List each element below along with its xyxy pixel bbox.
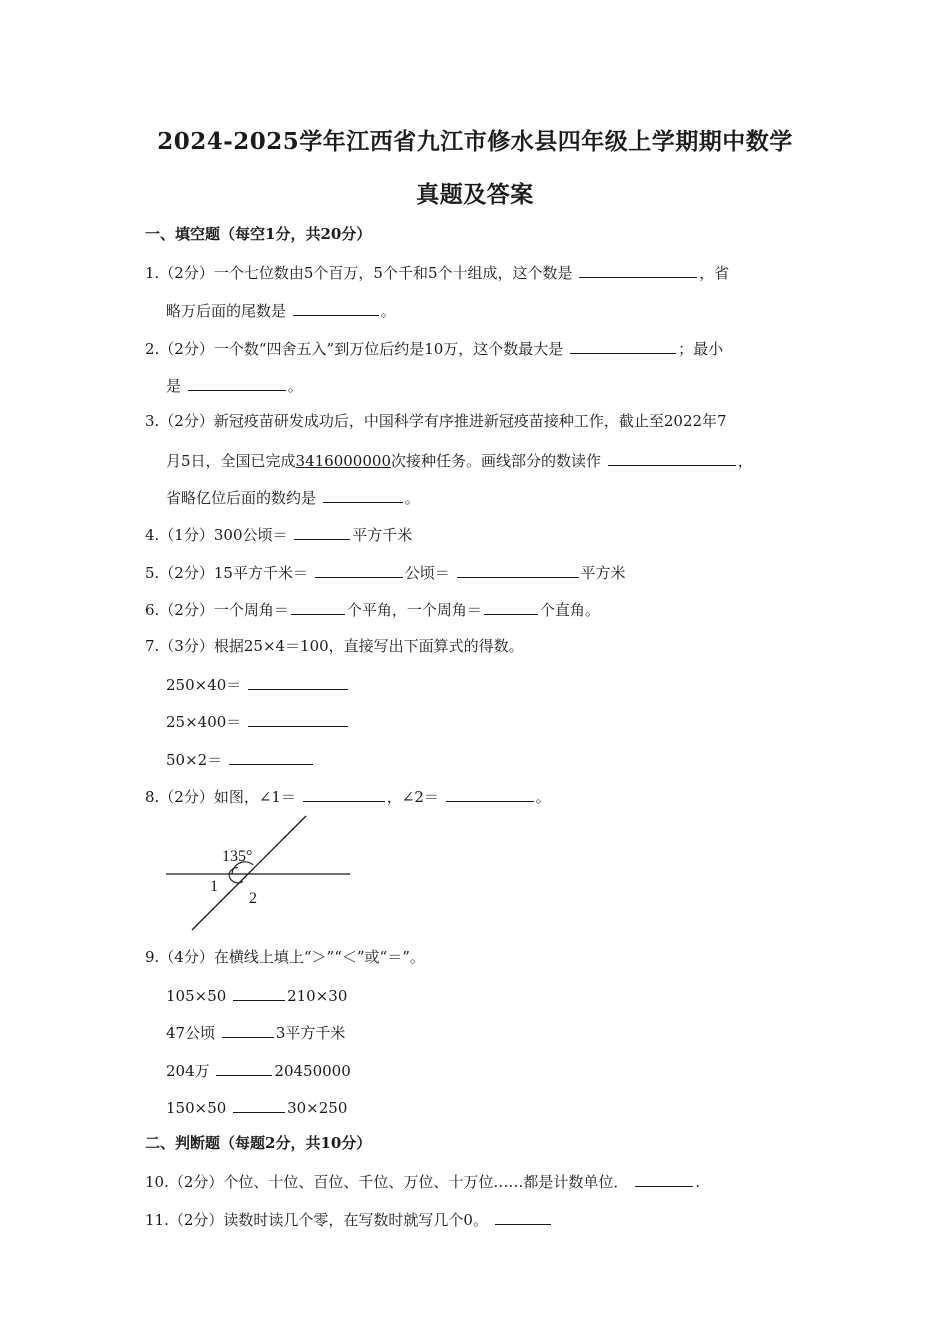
q10-text-a: 10.（2分）个位、十位、百位、千位、万位、十万位……都是计数单位． xyxy=(145,1173,629,1191)
q9-row-1-left: 105×50 xyxy=(166,987,227,1005)
question-3-line2 xyxy=(166,449,753,471)
q9-row-4-right: 30×250 xyxy=(287,1099,348,1117)
q9-row-3 xyxy=(166,1059,351,1081)
q3-text-d: 。 xyxy=(404,489,420,507)
q9-row-1-right: 210×30 xyxy=(287,987,348,1005)
q8-text-b: ，∠2＝ xyxy=(386,788,439,806)
q2-text-c: 是 xyxy=(166,377,182,395)
q7-expression-2 xyxy=(166,710,350,732)
q8-text-a: 8.（2分）如图，∠1＝ xyxy=(145,788,296,806)
q7-expr-3-text: 50×2＝ xyxy=(166,751,223,769)
q11-answer-blank[interactable] xyxy=(495,1208,551,1225)
q8-answer-blank-2[interactable] xyxy=(446,785,534,802)
q2-text-b: ；最小 xyxy=(678,340,724,358)
q3-text-b1: 月5日，全国已完成 xyxy=(166,452,296,470)
q8-text-c: 。 xyxy=(535,788,551,806)
q2-text-d: 。 xyxy=(287,377,303,395)
question-6 xyxy=(145,598,600,620)
question-5 xyxy=(145,561,626,583)
question-10 xyxy=(145,1170,700,1192)
q9-answer-blank-3[interactable] xyxy=(216,1059,272,1076)
q5-answer-blank-2[interactable] xyxy=(457,561,579,578)
transversal-line xyxy=(192,816,306,930)
q9-row-3-right: 20450000 xyxy=(274,1062,351,1080)
q1-answer-blank-2[interactable] xyxy=(293,299,379,316)
question-11 xyxy=(145,1208,553,1230)
question-1-line2 xyxy=(166,299,396,321)
q5-text-a: 5.（2分）15平方千米＝ xyxy=(145,564,308,582)
q10-answer-blank[interactable] xyxy=(635,1170,693,1187)
q9-row-4 xyxy=(166,1096,347,1118)
q3-underlined-number: 3416000000 xyxy=(295,452,391,470)
question-9: 9.（4分）在横线上填上“＞”“＜”或“＝”。 xyxy=(145,948,425,966)
q1-text-a: 1.（2分）一个七位数由5个百万，5个千和5个十组成，这个数是 xyxy=(145,264,573,282)
q1-text-b: ，省 xyxy=(699,264,730,282)
q7-expression-1 xyxy=(166,673,350,695)
q8-answer-blank-1[interactable] xyxy=(303,785,385,802)
q9-answer-blank-4[interactable] xyxy=(233,1096,285,1113)
q7-answer-blank-2[interactable] xyxy=(248,710,348,727)
q3-text-b3: ， xyxy=(737,452,753,470)
question-2-line2 xyxy=(166,374,303,396)
q2-answer-blank-1[interactable] xyxy=(570,337,676,354)
q1-answer-blank-1[interactable] xyxy=(579,261,697,278)
page-title-line2: 真题及答案 xyxy=(416,181,534,208)
question-7: 7.（3分）根据25×4＝100，直接写出下面算式的得数。 xyxy=(145,637,524,655)
q7-answer-blank-1[interactable] xyxy=(248,673,348,690)
angle-135-label: 135° xyxy=(222,848,253,865)
q2-answer-blank-2[interactable] xyxy=(188,374,286,391)
question-2-line1 xyxy=(145,337,723,359)
section-heading-fill-blank: 一、填空题（每空1分，共20分） xyxy=(145,225,372,243)
q7-answer-blank-3[interactable] xyxy=(229,748,313,765)
q9-row-3-left: 204万 xyxy=(166,1062,210,1080)
section-heading-true-false: 二、判断题（每题2分，共10分） xyxy=(145,1134,372,1152)
q3-answer-blank-1[interactable] xyxy=(608,449,736,466)
q5-answer-blank-1[interactable] xyxy=(315,561,403,578)
angle-1-label: 1 xyxy=(210,878,218,895)
q9-answer-blank-1[interactable] xyxy=(233,984,285,1001)
question-3-line1: 3.（2分）新冠疫苗研发成功后，中国科学有序推进新冠疫苗接种工作，截止至2022年7 xyxy=(145,412,727,430)
question-3-line3 xyxy=(166,486,420,508)
q1-text-d: 。 xyxy=(380,302,396,320)
q6-text-a: 6.（2分）一个周角＝ xyxy=(145,601,289,619)
q9-row-1 xyxy=(166,984,347,1006)
q9-answer-blank-2[interactable] xyxy=(222,1021,274,1038)
q1-text-c: 略万后面的尾数是 xyxy=(166,302,287,320)
q7-expr-1-text: 250×40＝ xyxy=(166,676,242,694)
q6-text-c: 个直角。 xyxy=(539,601,600,619)
q3-answer-blank-2[interactable] xyxy=(323,486,403,503)
q6-answer-blank-2[interactable] xyxy=(484,598,538,615)
page-title-line1: 2024-2025学年江西省九江市修水县四年级上学期期中数学 xyxy=(157,128,793,155)
angle-2-label: 2 xyxy=(249,890,257,907)
q7-expr-2-text: 25×400＝ xyxy=(166,713,242,731)
angle-figure xyxy=(160,812,360,936)
q6-text-b: 个平角，一个周角＝ xyxy=(346,601,482,619)
q6-answer-blank-1[interactable] xyxy=(291,598,345,615)
q9-row-2 xyxy=(166,1021,345,1043)
q4-answer-blank[interactable] xyxy=(294,523,350,540)
q3-text-c: 省略亿位后面的数约是 xyxy=(166,489,317,507)
q9-row-4-left: 150×50 xyxy=(166,1099,227,1117)
question-4 xyxy=(145,523,412,545)
question-8 xyxy=(145,785,551,807)
q2-text-a: 2.（2分）一个数“四舍五入”到万位后约是10万，这个数最大是 xyxy=(145,340,564,358)
q11-text-a: 11.（2分）读数时读几个零，在写数时就写几个0。 xyxy=(145,1211,488,1229)
q10-text-b: . xyxy=(695,1173,700,1191)
q3-text-b2: 次接种任务。画线部分的数读作 xyxy=(390,452,601,470)
question-1-line1 xyxy=(145,261,729,283)
q5-text-c: 平方米 xyxy=(580,564,626,582)
q5-text-b: 公顷＝ xyxy=(404,564,450,582)
q9-row-2-left: 47公顷 xyxy=(166,1024,216,1042)
q4-text-a: 4.（1分）300公顷＝ xyxy=(145,526,288,544)
q7-expression-3 xyxy=(166,748,315,770)
q9-row-2-right: 3平方千米 xyxy=(275,1024,346,1042)
q4-text-b: 平方千米 xyxy=(352,526,413,544)
